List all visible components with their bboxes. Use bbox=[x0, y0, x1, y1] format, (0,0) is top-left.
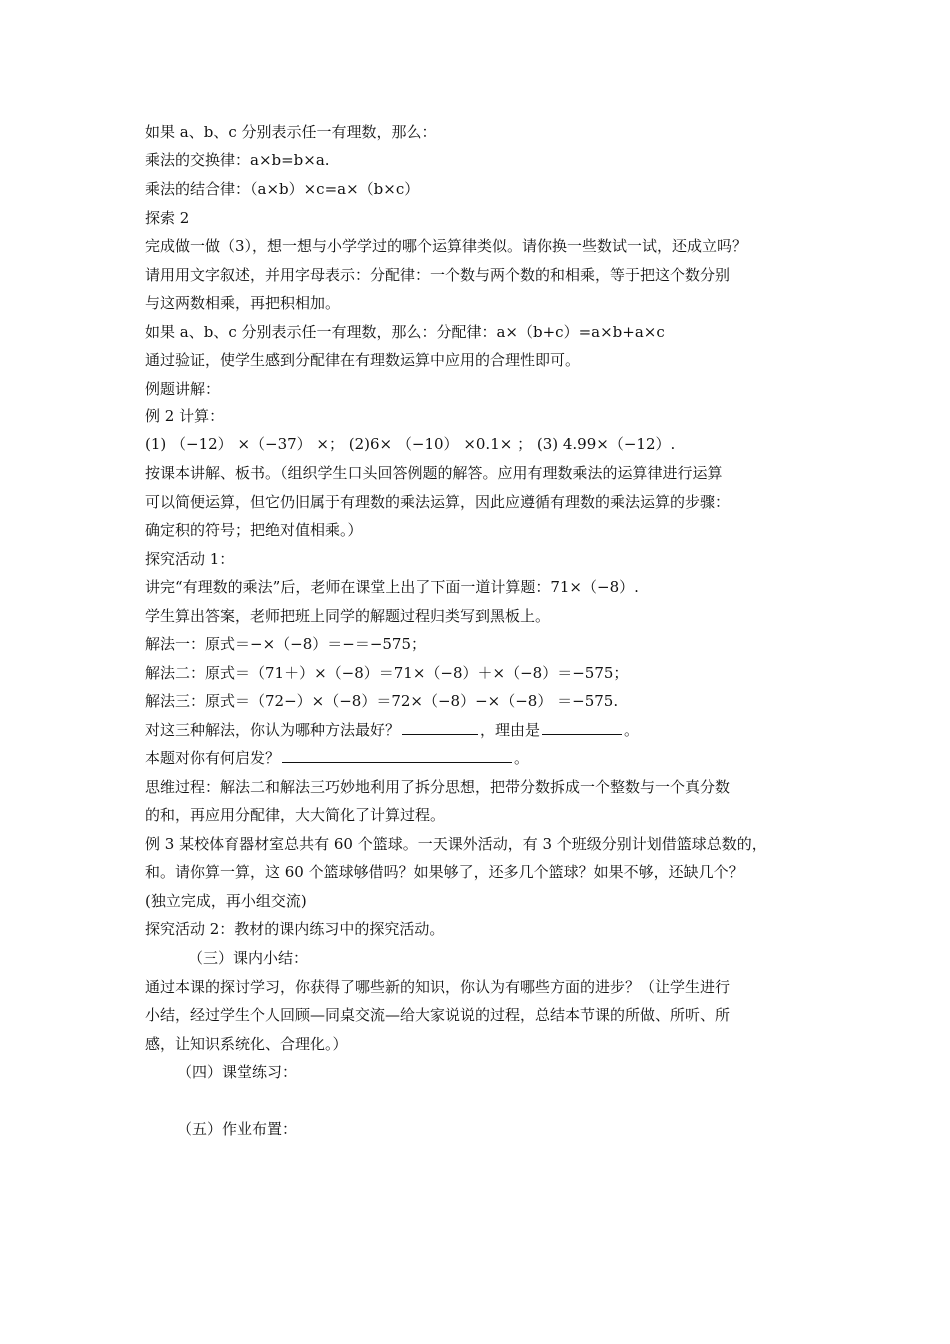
answer-blank[interactable] bbox=[402, 720, 478, 735]
section-heading: （三）课内小结： bbox=[188, 949, 309, 967]
text-line: 与这两数相乘，再把积相加。 bbox=[145, 294, 341, 312]
text-line: 完成做一做（3），想一想与小学学过的哪个运算律类似。请你换一些数试一试，还成立吗？ bbox=[145, 237, 748, 255]
text-line: 如果 a、b、c 分别表示任一有理数，那么：分配律：a×（b+c）=a×b+a×c bbox=[145, 323, 665, 341]
text-line: 小结，经过学生个人回顾—同桌交流—给大家说说的过程，总结本节课的所做、所听、所 bbox=[145, 1006, 731, 1024]
text-line: 探究活动 2：教材的课内练习中的探究活动。 bbox=[145, 920, 445, 938]
text-line: 如果 a、b、c 分别表示任一有理数，那么： bbox=[145, 123, 437, 141]
text-line: 例题讲解： bbox=[145, 380, 221, 398]
text-line: 解法一：原式＝−×（−8）＝−＝−575； bbox=[145, 635, 427, 653]
text-line: 例 2 计算： bbox=[145, 407, 225, 425]
text-line: 解法二：原式＝（71＋）×（−8）＝71×（−8）＋×（−8）＝−575； bbox=[145, 664, 629, 682]
text-line: 讲完“有理数的乘法”后，老师在课堂上出了下面一道计算题：71×（−8）. bbox=[145, 578, 639, 596]
text-line: 感，让知识系统化、合理化。） bbox=[145, 1035, 348, 1053]
question-text: 本题对你有何启发？ bbox=[145, 749, 281, 767]
text-line: 和。请你算一算，这 60 个篮球够借吗？如果够了，还多几个篮球？如果不够，还缺几个？ bbox=[145, 863, 744, 881]
text-line: 通过验证，使学生感到分配律在有理数运算中应用的合理性即可。 bbox=[145, 351, 581, 369]
question-inspiration bbox=[145, 748, 529, 768]
question-best-method bbox=[145, 720, 639, 740]
text-line: 解法三：原式＝（72−）×（−8）＝72×（−8）−×（−8） ＝−575. bbox=[145, 692, 619, 710]
text-line: 例 3 某校体育器材室总共有 60 个篮球。一天课外活动，有 3 个班级分别计划借篮球总数的， bbox=[145, 835, 767, 853]
answer-blank[interactable] bbox=[542, 720, 622, 735]
text-line: (独立完成，再小组交流) bbox=[145, 892, 307, 910]
question-text: 。 bbox=[514, 749, 530, 767]
text-line: 乘法的结合律：（a×b）×c=a×（b×c） bbox=[145, 180, 420, 198]
section-heading: （五）作业布置： bbox=[177, 1120, 298, 1138]
text-line: 确定积的符号；把绝对值相乘。） bbox=[145, 521, 363, 539]
text-line: 学生算出答案，老师把班上同学的解题过程归类写到黑板上。 bbox=[145, 607, 551, 625]
text-line: 请用用文字叙述，并用字母表示：分配律：一个数与两个数的和相乘，等于把这个数分别 bbox=[145, 266, 731, 284]
question-text: 。 bbox=[624, 721, 640, 739]
text-line: 可以简便运算，但它仍旧属于有理数的乘法运算，因此应遵循有理数的乘法运算的步骤： bbox=[145, 493, 731, 511]
question-text: 对这三种解法，你认为哪种方法最好？ bbox=[145, 721, 401, 739]
text-line: (1) （−12） ×（−37） ×； (2)6× （−10） ×0.1× ； (3) 4.99×（−12）. bbox=[145, 435, 676, 453]
text-line: 通过本课的探讨学习，你获得了哪些新的知识，你认为有哪些方面的进步？（让学生进行 bbox=[145, 978, 731, 996]
text-line: 探究活动 1： bbox=[145, 550, 235, 568]
text-line: 探索 2 bbox=[145, 209, 190, 227]
text-line: 按课本讲解、板书。（组织学生口头回答例题的解答。应用有理数乘法的运算律进行运算 bbox=[145, 464, 723, 482]
text-line: 的和，再应用分配律，大大简化了计算过程。 bbox=[145, 806, 446, 824]
text-line: 思维过程：解法二和解法三巧妙地利用了拆分思想，把带分数拆成一个整数与一个真分数 bbox=[145, 778, 731, 796]
answer-blank[interactable] bbox=[282, 748, 512, 763]
text-line: 乘法的交换律：a×b=b×a. bbox=[145, 151, 330, 169]
section-heading: （四）课堂练习： bbox=[177, 1063, 298, 1081]
question-text: ，理由是 bbox=[480, 721, 541, 739]
